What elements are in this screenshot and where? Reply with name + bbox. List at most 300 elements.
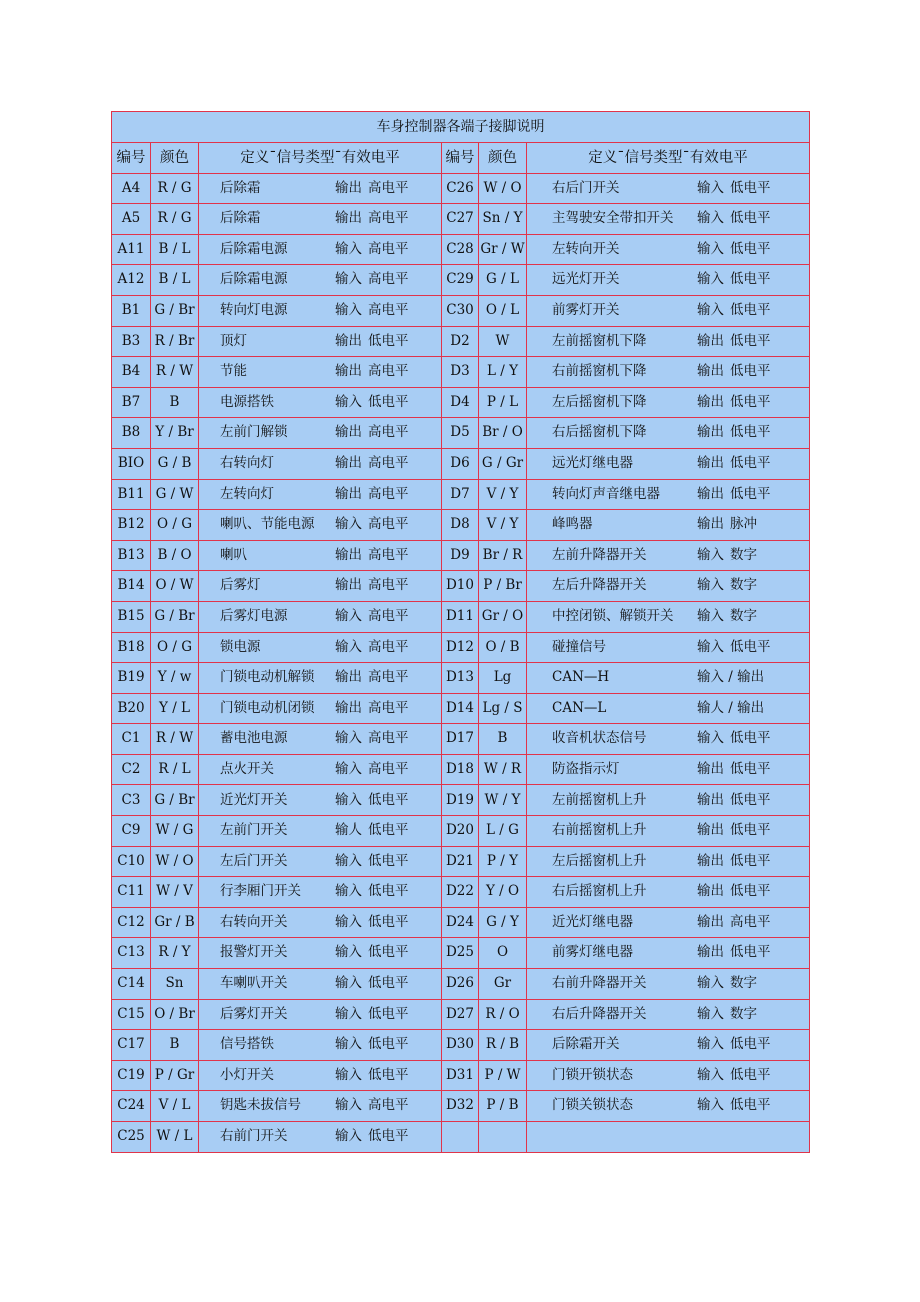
wire-color: R / B [479, 1030, 527, 1061]
wire-color: R / W [151, 357, 199, 388]
pin-code: B4 [112, 357, 151, 388]
table-row [112, 724, 810, 755]
wire-color: G / Br [151, 785, 199, 816]
pin-definition [527, 571, 810, 602]
pin-definition [527, 418, 810, 449]
table-row [112, 571, 810, 602]
active-level: 数字 [730, 577, 757, 594]
table-row [112, 754, 810, 785]
signal-type: 输入 [697, 1066, 724, 1083]
function-name: 主驾驶安全带扣开关 [552, 210, 674, 227]
function-name: 喇叭、节能电源 [220, 516, 315, 533]
function-name: 碰撞信号 [552, 638, 606, 655]
pin-code [442, 1122, 479, 1153]
signal-type: 输入 [335, 1097, 362, 1114]
active-level: 高电平 [368, 424, 409, 441]
table-row [112, 1060, 810, 1091]
function-name: 车喇叭开关 [220, 975, 288, 992]
function-name: 后雾灯开关 [220, 1005, 288, 1022]
pin-code: C19 [112, 1060, 151, 1091]
table-row [112, 907, 810, 938]
wire-color: B [151, 1030, 199, 1061]
active-level: 低电平 [730, 944, 771, 961]
pin-code: D6 [442, 448, 479, 479]
wire-color: V / L [151, 1091, 199, 1122]
definition-group [527, 212, 809, 226]
definition-group [199, 852, 441, 869]
function-name: 顶灯 [220, 332, 247, 349]
active-level: 高电平 [368, 577, 409, 594]
pin-code: D2 [442, 326, 479, 357]
definition-group [199, 699, 441, 716]
pin-definition [199, 754, 442, 785]
pin-code: D10 [442, 571, 479, 602]
function-name: 右前门开关 [220, 1128, 288, 1145]
signal-type: 输出 [697, 332, 724, 349]
definition-group [527, 179, 809, 196]
definition-group [527, 1099, 809, 1113]
pin-definition [527, 877, 810, 908]
signal-type: 输人 / 输出 [697, 699, 765, 716]
function-name: 左后摇窗机下降 [552, 393, 647, 410]
table-row [112, 1122, 810, 1153]
active-level: 高电平 [368, 240, 409, 257]
definition-group [527, 304, 809, 318]
definition-group [527, 1038, 809, 1052]
function-name: 行李厢门开关 [220, 883, 301, 900]
pin-code: B7 [112, 387, 151, 418]
header-row [112, 143, 810, 174]
signal-type: 输入 [335, 760, 362, 777]
function-name: 左后摇窗机上升 [552, 852, 647, 869]
signal-type: 输出 [697, 913, 724, 930]
signal-type: 输入 [335, 730, 362, 747]
function-name: 点火开关 [220, 760, 274, 777]
pin-definition [199, 969, 442, 1000]
wire-color: V / Y [479, 479, 527, 510]
wire-color: O / W [151, 571, 199, 602]
active-level: 高电平 [368, 669, 409, 686]
table-row [112, 295, 810, 326]
wire-color: B / O [151, 540, 199, 571]
definition-group [527, 946, 809, 960]
pin-definition [527, 387, 810, 418]
wire-color: P / Br [479, 571, 527, 602]
pin-code: D9 [442, 540, 479, 571]
pin-code: C30 [442, 295, 479, 326]
wire-color: V / Y [479, 510, 527, 541]
wire-color: W [479, 326, 527, 357]
active-level: 高电平 [368, 546, 409, 563]
wire-color: O / Br [151, 999, 199, 1030]
function-name: 转向灯声音继电器 [552, 485, 660, 502]
table-row [112, 663, 810, 694]
table-row [112, 510, 810, 541]
wire-color: B / L [151, 265, 199, 296]
active-level: 低电平 [730, 240, 771, 257]
active-level: 数字 [730, 607, 757, 624]
definition-group [199, 885, 441, 899]
pin-definition [199, 173, 442, 204]
function-name: CAN—L [552, 699, 607, 716]
table-row [112, 448, 810, 479]
active-level: 低电平 [730, 822, 771, 839]
active-level: 低电平 [368, 944, 409, 961]
pin-code: C2 [112, 754, 151, 785]
function-name: 左转向开关 [552, 240, 620, 257]
definition-group [199, 760, 441, 777]
header-color: 颜色 [479, 143, 527, 174]
pin-definition [527, 1060, 810, 1091]
wire-color [479, 1122, 527, 1153]
active-level: 低电平 [368, 913, 409, 930]
pin-code: C3 [112, 785, 151, 816]
function-name: 门锁电动机解锁 [220, 669, 315, 686]
wire-color: P / B [479, 1091, 527, 1122]
pin-code: C11 [112, 877, 151, 908]
active-level: 低电平 [730, 485, 771, 502]
function-name: 蓄电池电源 [220, 730, 288, 747]
wire-color: R / G [151, 173, 199, 204]
pin-definition [199, 234, 442, 265]
function-name: 近光灯开关 [220, 791, 288, 808]
pin-definition [527, 663, 810, 694]
wire-color: W / Y [479, 785, 527, 816]
wire-color: Gr / B [151, 907, 199, 938]
function-name: 前雾灯继电器 [552, 944, 633, 961]
signal-type: 输入 [697, 607, 724, 624]
active-level: 高电平 [368, 1097, 409, 1114]
pin-definition [199, 907, 442, 938]
table-row [112, 418, 810, 449]
signal-type: 输入 [335, 1005, 362, 1022]
signal-type: 输入 [697, 577, 724, 594]
function-name: 后除霜电源 [220, 240, 288, 257]
pin-definition [527, 938, 810, 969]
pin-definition [527, 724, 810, 755]
definition-group [527, 240, 809, 257]
signal-type: 输出 [697, 393, 724, 410]
pin-code: B14 [112, 571, 151, 602]
table-row [112, 846, 810, 877]
active-level: 低电平 [368, 852, 409, 869]
pin-code: D3 [442, 357, 479, 388]
signal-type: 输出 [697, 791, 724, 808]
function-name: 右后门开关 [552, 179, 620, 196]
definition-group [199, 946, 441, 960]
pin-definition [527, 295, 810, 326]
function-name: 峰鸣器 [552, 516, 593, 533]
wire-color: G / Gr [479, 448, 527, 479]
pin-code: D8 [442, 510, 479, 541]
definition-group [527, 852, 809, 869]
function-name: 右后摇窗机下降 [552, 424, 647, 441]
wire-color: O / G [151, 510, 199, 541]
signal-type: 输入 [335, 271, 362, 288]
pin-definition [527, 265, 810, 296]
wire-color: R / O [479, 999, 527, 1030]
pin-code: C17 [112, 1030, 151, 1061]
active-level: 低电平 [368, 975, 409, 992]
wire-color: W / O [151, 846, 199, 877]
pin-code: B12 [112, 510, 151, 541]
signal-type: 输出 [335, 179, 362, 196]
wire-color: Gr [479, 969, 527, 1000]
pin-definition [199, 632, 442, 663]
function-name: 钥匙未拔信号 [220, 1097, 301, 1114]
wire-color: R / Y [151, 938, 199, 969]
function-name: 锁电源 [220, 638, 261, 655]
definition-group [527, 393, 809, 410]
signal-type: 输出 [335, 424, 362, 441]
function-name: 后除霜 [220, 210, 261, 227]
table-row [112, 357, 810, 388]
signal-type: 输入 [335, 1066, 362, 1083]
pin-code: C14 [112, 969, 151, 1000]
pin-definition [527, 632, 810, 663]
active-level: 低电平 [730, 1036, 771, 1053]
active-level: 低电平 [368, 393, 409, 410]
pin-definition [527, 326, 810, 357]
definition-group [527, 1066, 809, 1083]
wire-color: P / L [479, 387, 527, 418]
active-level: 脉冲 [730, 516, 757, 533]
definition-group [199, 638, 441, 655]
active-level: 数字 [730, 975, 757, 992]
function-name: 右前摇窗机下降 [552, 363, 647, 380]
definition-group [199, 546, 441, 563]
table-title: 车身控制器各端子接脚说明 [112, 112, 810, 143]
pin-definition [199, 938, 442, 969]
signal-type: 输入 [335, 944, 362, 961]
pin-definition [199, 448, 442, 479]
table-row [112, 204, 810, 235]
wire-color: Y / w [151, 663, 199, 694]
signal-type: 输入 [335, 1128, 362, 1145]
pin-code: D5 [442, 418, 479, 449]
pin-definition [527, 846, 810, 877]
active-level: 低电平 [730, 1066, 771, 1083]
active-level: 低电平 [368, 883, 409, 900]
pin-definition [527, 357, 810, 388]
pin-definition [527, 173, 810, 204]
wire-color: Y / O [479, 877, 527, 908]
function-name: 左后门开关 [220, 852, 288, 869]
active-level: 高电平 [368, 485, 409, 502]
function-name: 近光灯继电器 [552, 913, 633, 930]
signal-type: 输出 [697, 883, 724, 900]
pin-code: C13 [112, 938, 151, 969]
signal-type: 输出 [697, 852, 724, 869]
pin-definition [199, 265, 442, 296]
signal-type: 输入 [697, 975, 724, 992]
pin-code: C25 [112, 1122, 151, 1153]
wire-color: O [479, 938, 527, 969]
table-row [112, 999, 810, 1030]
pin-definition [199, 785, 442, 816]
definition-group [199, 579, 441, 593]
active-level: 低电平 [730, 791, 771, 808]
signal-type: 输入 [335, 607, 362, 624]
pin-definition [199, 510, 442, 541]
pin-code: D17 [442, 724, 479, 755]
pin-code: C9 [112, 816, 151, 847]
pin-definition [199, 846, 442, 877]
signal-type: 输出 [697, 516, 724, 533]
function-name: 前雾灯开关 [552, 302, 620, 319]
pin-definition [527, 479, 810, 510]
signal-type: 输入 [697, 240, 724, 257]
signal-type: 输入 [697, 546, 724, 563]
pin-code: D30 [442, 1030, 479, 1061]
pin-code: C27 [442, 204, 479, 235]
active-level: 低电平 [730, 210, 771, 227]
definition-group [199, 671, 441, 685]
table-row [112, 387, 810, 418]
signal-type: 输出 [335, 577, 362, 594]
table-row [112, 816, 810, 847]
definition-group [527, 732, 809, 746]
definition-group [527, 426, 809, 440]
pin-definition [527, 1122, 810, 1153]
definition-group [199, 304, 441, 318]
signal-type: 输入 [335, 516, 362, 533]
table-row [112, 632, 810, 663]
pin-code: D12 [442, 632, 479, 663]
active-level: 低电平 [730, 454, 771, 471]
wire-color: W / G [151, 816, 199, 847]
signal-type: 输出 [335, 699, 362, 716]
definition-group [199, 824, 441, 838]
function-name: 门锁电动机闭锁 [220, 699, 315, 716]
pin-code: B3 [112, 326, 151, 357]
pin-code: C10 [112, 846, 151, 877]
pin-definition [199, 1030, 442, 1061]
table-row [112, 479, 810, 510]
definition-group [199, 1130, 441, 1144]
active-level: 低电平 [730, 393, 771, 410]
definition-group [199, 365, 441, 379]
wire-color: L / Y [479, 357, 527, 388]
wire-color: W / V [151, 877, 199, 908]
signal-type: 输出 [335, 363, 362, 380]
function-name: 右前摇窗机上升 [552, 822, 647, 839]
active-level: 低电平 [368, 332, 409, 349]
wire-color: O / L [479, 295, 527, 326]
function-name: 左前升降器开关 [552, 546, 647, 563]
pin-definition [199, 877, 442, 908]
definition-group [527, 607, 809, 624]
signal-type: 输入 [335, 852, 362, 869]
wire-color: R / W [151, 724, 199, 755]
wire-color: G / L [479, 265, 527, 296]
active-level: 低电平 [368, 1005, 409, 1022]
active-level: 低电平 [730, 638, 771, 655]
active-level: 低电平 [368, 1066, 409, 1083]
definition-group [527, 760, 809, 777]
definition-group [527, 518, 809, 532]
pin-definition [527, 234, 810, 265]
definition-group [527, 977, 809, 991]
wire-color: W / O [479, 173, 527, 204]
wire-color: O / B [479, 632, 527, 663]
pin-code: BIO [112, 448, 151, 479]
function-name: 左前门解锁 [220, 424, 288, 441]
definition-group [527, 273, 809, 287]
pin-code: C26 [442, 173, 479, 204]
wire-color: O / G [151, 632, 199, 663]
wire-color: P / Y [479, 846, 527, 877]
wire-color: G / W [151, 479, 199, 510]
function-name: 远光灯开关 [552, 271, 620, 288]
pin-definition [199, 479, 442, 510]
wire-color: P / W [479, 1060, 527, 1091]
pin-definition [199, 571, 442, 602]
wire-color: R / G [151, 204, 199, 235]
signal-type: 输出 [697, 454, 724, 471]
signal-type: 输入 [335, 1036, 362, 1053]
definition-group [527, 671, 809, 685]
definition-group [199, 454, 441, 471]
pin-code: D26 [442, 969, 479, 1000]
wire-color: G / Br [151, 601, 199, 632]
active-level: 高电平 [368, 454, 409, 471]
function-name: 电源搭铁 [220, 393, 274, 410]
header-code: 编号 [442, 143, 479, 174]
definition-group [199, 1099, 441, 1113]
pin-definition [527, 785, 810, 816]
wire-color: Sn / Y [479, 204, 527, 235]
table-row [112, 877, 810, 908]
active-level: 低电平 [730, 271, 771, 288]
active-level: 高电平 [368, 516, 409, 533]
active-level: 高电平 [368, 760, 409, 777]
active-level: 低电平 [730, 883, 771, 900]
pin-code: C24 [112, 1091, 151, 1122]
function-name: 节能 [220, 363, 247, 380]
signal-type: 输出 [335, 332, 362, 349]
signal-type: 输出 [697, 944, 724, 961]
function-name: 后雾灯电源 [220, 607, 288, 624]
signal-type: 输入 [697, 271, 724, 288]
signal-type: 输出 [335, 669, 362, 686]
signal-type: 输入 [335, 883, 362, 900]
function-name: 后除霜开关 [552, 1036, 620, 1053]
wire-color: R / Br [151, 326, 199, 357]
pin-code: A5 [112, 204, 151, 235]
pin-code: D11 [442, 601, 479, 632]
pin-definition [527, 448, 810, 479]
function-name: 防盗指示灯 [552, 760, 620, 777]
header-definition: 定义ˉ信号类型ˉ有效电平 [527, 143, 810, 174]
pin-description-table [111, 111, 810, 1153]
definition-group [199, 240, 441, 257]
active-level: 低电平 [730, 363, 771, 380]
function-name: 喇叭 [220, 546, 247, 563]
pin-definition [527, 601, 810, 632]
pin-definition [527, 999, 810, 1030]
pin-definition [527, 540, 810, 571]
table-row [112, 173, 810, 204]
table-row [112, 693, 810, 724]
pin-definition [527, 816, 810, 847]
pin-definition [199, 663, 442, 694]
signal-type: 输出 [697, 822, 724, 839]
active-level: 高电平 [368, 730, 409, 747]
active-level: 低电平 [730, 424, 771, 441]
function-name: 左前摇窗机上升 [552, 791, 647, 808]
wire-color: Y / Br [151, 418, 199, 449]
